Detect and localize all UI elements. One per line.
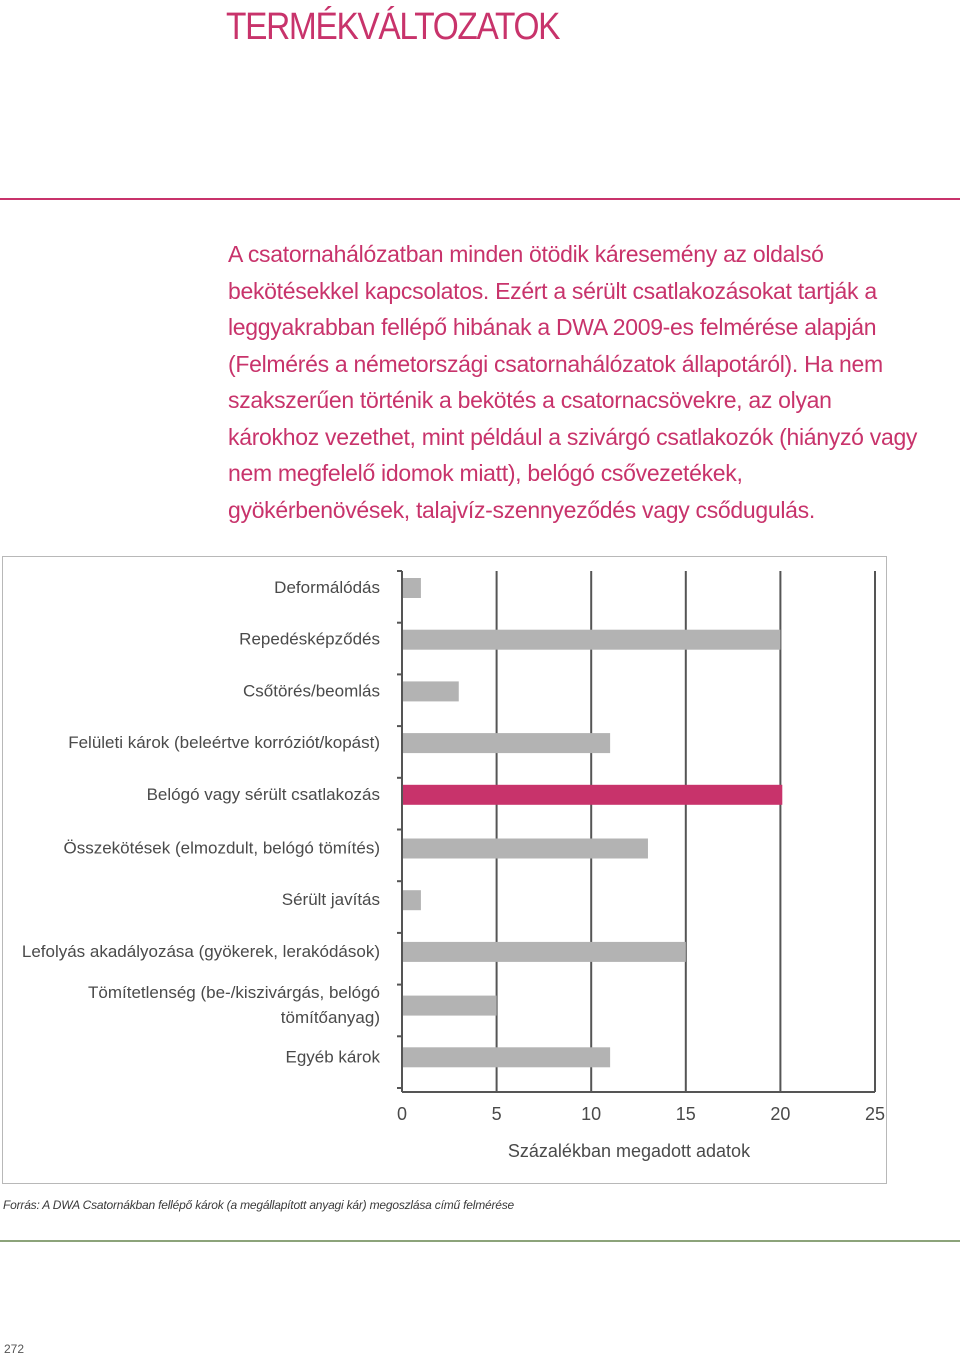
- page-number: 272: [4, 1342, 25, 1356]
- bottom-divider: [0, 1240, 960, 1242]
- category-label-line: Lefolyás akadályozása (gyökerek, lerakódások): [21, 941, 380, 961]
- x-tick-label: 5: [491, 1104, 502, 1124]
- bar: [403, 942, 686, 962]
- bar: [403, 681, 459, 701]
- bar: [403, 578, 421, 598]
- x-tick-label: 10: [581, 1104, 602, 1124]
- category-label-line: Deformálódás: [274, 578, 380, 597]
- category-label-line: Felületi károk (beleértve korróziót/kopást): [68, 733, 380, 753]
- category-label-line: tömítőanyag): [280, 1008, 380, 1028]
- bar: [403, 996, 497, 1016]
- category-label: [88, 983, 380, 1027]
- category-label-line: Csőtörés/beomlás: [242, 681, 380, 701]
- x-tick-label: 0: [396, 1104, 408, 1124]
- category-label-line: Belógó vagy sérült csatlakozás: [146, 784, 380, 804]
- x-tick-label: 25: [864, 1104, 886, 1124]
- x-tick-label: 15: [675, 1104, 696, 1124]
- category-label: [63, 839, 380, 858]
- category-label: [243, 681, 380, 700]
- intro-text: A csatornahálózatban minden ötödik káresemény az oldalsó bekötésekkel kapcsolatos. Ezért a sérült csatlakozásokat tartják a leggyakrabban fellépő hibának a DWA 2009-es felmérése alapján (Felmérés a németországi csatornahálózatok állapotáról). Ha nem szakszerűen történik a bekötés a csatornacsövekre, az olyan károkhoz vezethet, mint például a szivárgó csatlakozók (hiányzó vagy nem megfelelő idomok miatt), belógó csővezetékek, gyökérbenövések, talajvíz-szennyeződés vagy csődugulás.: [228, 241, 918, 523]
- category-label: [239, 630, 380, 649]
- chart-frame: [2, 556, 887, 1184]
- x-tick-label: 20: [770, 1104, 791, 1124]
- bar: [403, 839, 648, 859]
- bar-chart: [3, 557, 888, 1185]
- page-title: TERMÉKVÁLTOZATOK: [226, 6, 560, 48]
- bar: [403, 630, 780, 650]
- category-label: [286, 1047, 381, 1066]
- x-axis-title: Százalékban megadott adatok: [507, 1141, 751, 1161]
- bar: [403, 733, 610, 753]
- category-label-line: Repedésképződés: [239, 629, 380, 649]
- category-label: [274, 578, 380, 597]
- category-label: [282, 890, 380, 909]
- category-label-line: Egyéb károk: [285, 1047, 380, 1067]
- bar: [403, 1047, 610, 1067]
- intro-paragraph: [228, 236, 928, 528]
- source-note: Forrás: A DWA Csatornákban fellépő károk (a megállapított anyagi kár) megoszlása című felmérése: [3, 1198, 515, 1212]
- bar: [403, 890, 421, 910]
- bar: [403, 785, 782, 805]
- top-divider: [0, 198, 960, 200]
- category-label: [22, 942, 380, 961]
- category-label: [68, 733, 380, 752]
- category-label-line: Összekötések (elmozdult, belógó tömítés): [63, 838, 380, 858]
- category-label-line: Sérült javítás: [281, 890, 380, 910]
- category-label-line: Tömítetlenség (be-/kiszivárgás, belógó: [88, 983, 380, 1003]
- category-label: [147, 785, 380, 804]
